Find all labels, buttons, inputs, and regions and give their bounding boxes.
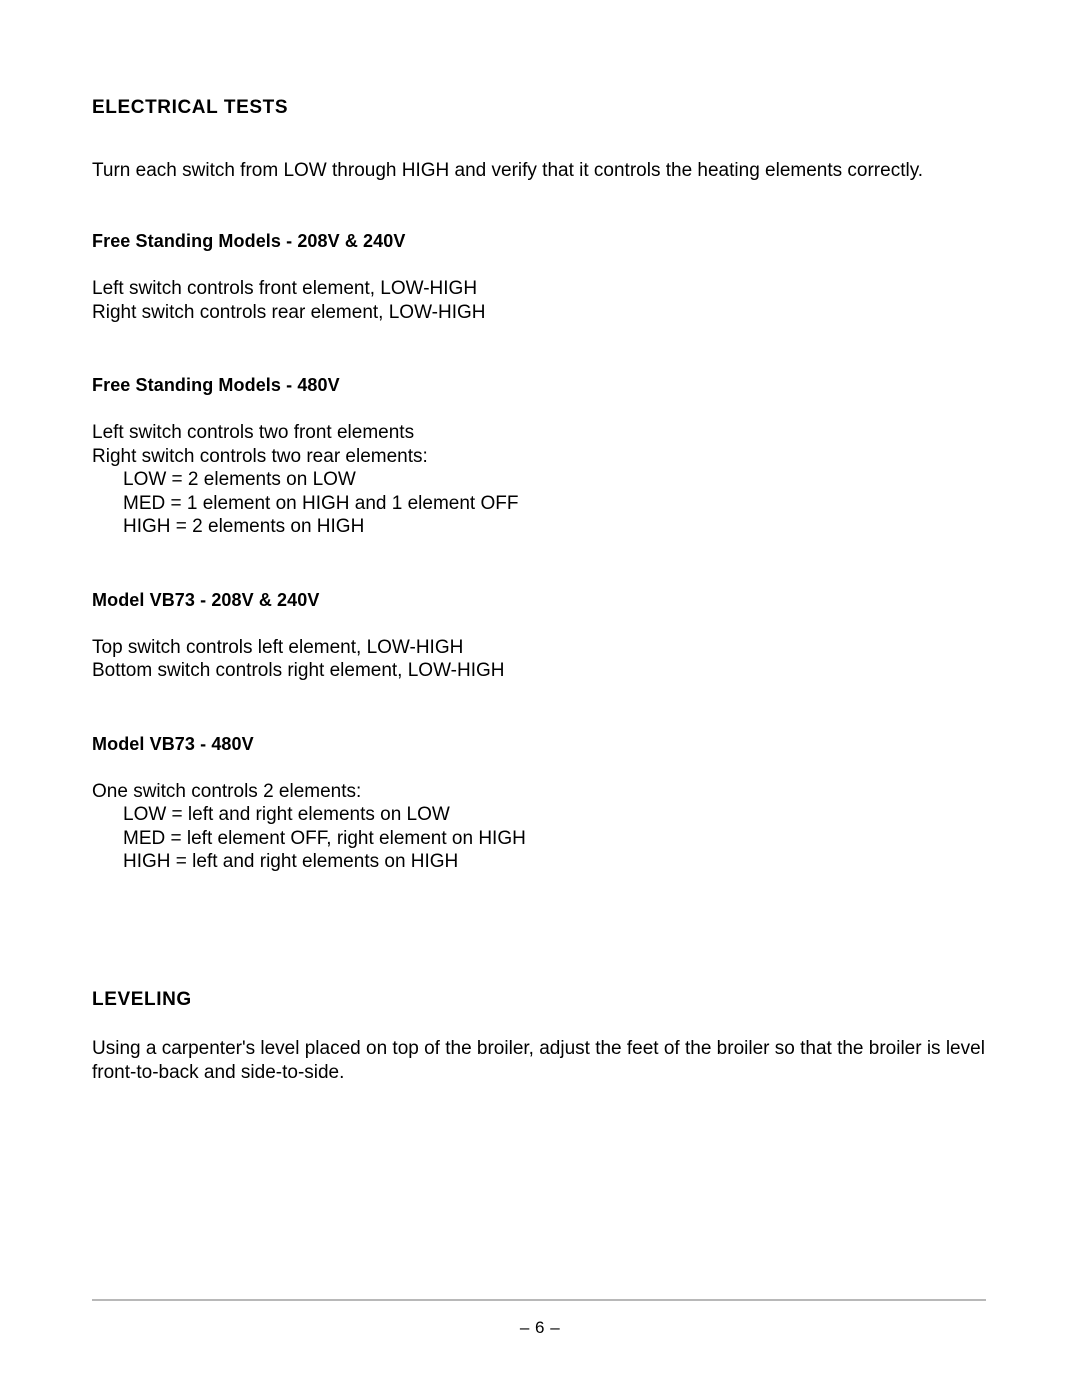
subsection-heading: Free Standing Models - 208V & 240V: [92, 231, 406, 251]
leveling-paragraph: Using a carpenter's level placed on top of the broiler, adjust the feet of the broiler so that the broiler is level front-to-back and side-to-side.: [92, 1037, 985, 1083]
page-content: [92, 96, 986, 1085]
spacer: [92, 539, 986, 588]
subsection-detail-line: HIGH = 2 elements on HIGH: [123, 516, 365, 537]
spacer: [92, 120, 986, 159]
subsection-detail-line: LOW = left and right elements on LOW: [123, 804, 450, 825]
subsection-line: Bottom switch controls right element, LOW-HIGH: [92, 660, 505, 681]
page-title: ELECTRICAL TESTS: [92, 97, 289, 118]
subsection-line: Left switch controls front element, LOW-HIGH: [92, 278, 478, 299]
footer-divider: [92, 1299, 986, 1301]
subsection-line: Right switch controls two rear elements:: [92, 445, 428, 467]
subsection-heading: Model VB73 - 208V & 240V: [92, 589, 320, 610]
subsection-line: Left switch controls two front elements: [92, 422, 415, 443]
subsection-detail-line: MED = 1 element on HIGH and 1 element OFF: [123, 492, 519, 514]
spacer: [92, 324, 986, 373]
spacer: [92, 183, 986, 229]
subsection-heading: Free Standing Models - 480V: [92, 375, 340, 395]
spacer: [92, 397, 986, 421]
spacer: [92, 756, 986, 780]
subsection: [92, 373, 986, 539]
subsection: [92, 229, 986, 324]
subsection: [92, 588, 986, 683]
subsection-line: One switch controls 2 elements:: [92, 780, 362, 802]
subsection: [92, 732, 986, 874]
spacer: [92, 1012, 986, 1037]
spacer: [92, 683, 986, 732]
subsection-detail-line: HIGH = left and right elements on HIGH: [123, 851, 459, 872]
subsection-list: [92, 229, 986, 874]
subsection-line: Right switch controls rear element, LOW-HIGH: [92, 301, 486, 323]
spacer: [92, 253, 986, 277]
subsection-detail-line: LOW = 2 elements on LOW: [123, 469, 356, 490]
subsection-line: Top switch controls left element, LOW-HIGH: [92, 636, 464, 658]
page-number: – 6 –: [519, 1318, 561, 1337]
leveling-section-title: LEVELING: [92, 988, 192, 1010]
spacer: [92, 874, 986, 988]
subsection-heading: Model VB73 - 480V: [92, 733, 254, 754]
subsection-detail-line: MED = left element OFF, right element on HIGH: [123, 827, 526, 849]
spacer: [92, 612, 986, 636]
intro-paragraph: Turn each switch from LOW through HIGH and verify that it controls the heating elements correctly.: [92, 160, 924, 181]
